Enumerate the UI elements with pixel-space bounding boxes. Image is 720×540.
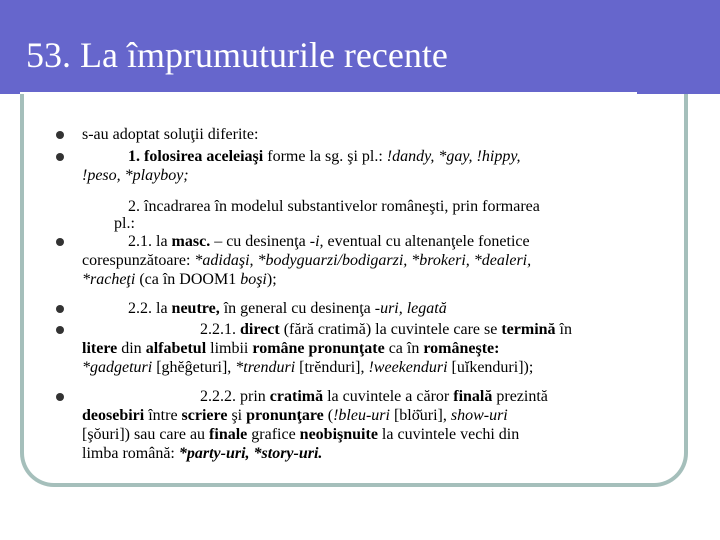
body-line — [82, 166, 189, 185]
bullet-icon — [56, 305, 64, 313]
line-text: [trĕnduri], — [295, 359, 369, 376]
line-text: termină — [501, 321, 556, 338]
line-text: forme la sg. şi pl.: — [263, 148, 387, 165]
line-text: 2. încadrarea în modelul substantivelor româneşti, prin formarea — [128, 198, 540, 215]
body-line — [82, 270, 277, 289]
line-text: (fără cratimă) la cuvintele care se — [279, 321, 502, 338]
line-text: !peso, *playboy; — [82, 167, 189, 184]
line-text: limbii — [206, 340, 253, 357]
line-text: pronunţate — [308, 340, 385, 357]
line-text: *adidaşi, *bodyguarzi/bodigarzi, *brokeri, *dealeri, — [194, 252, 532, 269]
line-text: [blö̆uri], — [389, 407, 451, 424]
bullet-icon — [56, 326, 64, 334]
line-text: 2.2.1. — [200, 321, 240, 338]
line-text: pl.: — [114, 215, 135, 232]
line-text: prezintă — [492, 388, 548, 405]
line-text: litere — [82, 340, 118, 357]
bullet-icon — [56, 238, 64, 246]
line-text: alfabetul — [145, 340, 207, 357]
line-text: la cuvintele vechi din — [377, 426, 520, 443]
line-text: [uĭkenduri]); — [447, 359, 534, 376]
body-line — [82, 339, 499, 358]
line-text: ca în — [384, 340, 424, 357]
line-text: *gadgeturi — [82, 359, 153, 376]
line-text: scriere — [181, 407, 228, 424]
line-text: grafice — [247, 426, 300, 443]
body-line — [82, 425, 519, 444]
line-text: deosebiri — [82, 407, 145, 424]
line-text: masc. — [171, 233, 211, 250]
line-text: în general cu desinenţa — [219, 300, 375, 317]
line-text: finale — [209, 426, 248, 443]
line-text: cratimă — [269, 388, 324, 405]
body-line — [82, 125, 258, 144]
line-text: legată — [402, 300, 447, 317]
body-line — [82, 444, 322, 463]
line-text: direct — [240, 321, 280, 338]
line-text: pronunţare — [246, 407, 324, 424]
line-text: [ghĕĝeturi], — [152, 359, 236, 376]
line-text: române — [252, 340, 305, 357]
line-text: *trenduri — [235, 359, 296, 376]
line-text: aceleiaşi — [206, 148, 264, 165]
body-line — [200, 320, 572, 339]
body-line — [200, 387, 548, 406]
line-text: corespunzătoare: — [82, 252, 195, 269]
body-line — [82, 358, 533, 377]
body-line — [128, 147, 521, 166]
bullet-icon — [56, 131, 64, 139]
line-text: neobişnuite — [299, 426, 378, 443]
line-text: limba română: — [82, 445, 179, 462]
line-text: show-uri — [450, 407, 508, 424]
line-text: !weekenduri — [368, 359, 448, 376]
body-line — [114, 214, 135, 233]
line-text: (ca în DOOM1 — [135, 271, 241, 288]
line-text: din — [117, 340, 146, 357]
line-text: 2.1. la — [128, 233, 172, 250]
line-text: în — [555, 321, 572, 338]
line-text: neutre, — [171, 300, 220, 317]
body-line — [128, 197, 540, 216]
line-text: româneşte: — [423, 340, 500, 357]
body-line — [82, 406, 508, 425]
line-text: -i, — [309, 233, 324, 250]
bullet-icon — [56, 153, 64, 161]
line-text: 1. folosirea — [128, 148, 207, 165]
line-text: – cu desinenţa — [210, 233, 310, 250]
slide-title: 53. La împrumuturile recente — [26, 35, 448, 75]
line-text: 2.2. la — [128, 300, 172, 317]
line-text: [şŏuri]) sau care au — [82, 426, 210, 443]
line-text: !dandy, *gay, !hippy, — [386, 148, 521, 165]
bullet-icon — [56, 393, 64, 401]
line-text: ( — [323, 407, 334, 424]
line-text: ); — [266, 271, 277, 288]
line-text: finală — [453, 388, 493, 405]
line-text: boşi — [240, 271, 267, 288]
title-bar — [0, 0, 720, 94]
line-text: şi — [227, 407, 247, 424]
line-text: *party-uri, *story-uri. — [178, 445, 323, 462]
line-text: între — [144, 407, 182, 424]
body-line — [128, 232, 530, 251]
line-text: la cuvintele a căror — [323, 388, 454, 405]
line-text: eventual cu altenanţele fonetice — [323, 233, 530, 250]
line-text: -uri, — [374, 300, 403, 317]
line-text: !bleu-uri — [333, 407, 390, 424]
body-line — [128, 299, 447, 318]
body-line — [82, 251, 531, 270]
line-text: *racheţi — [82, 271, 136, 288]
line-text: 2.2.2. prin — [200, 388, 270, 405]
line-text: s-au adoptat soluţii diferite: — [82, 126, 259, 143]
